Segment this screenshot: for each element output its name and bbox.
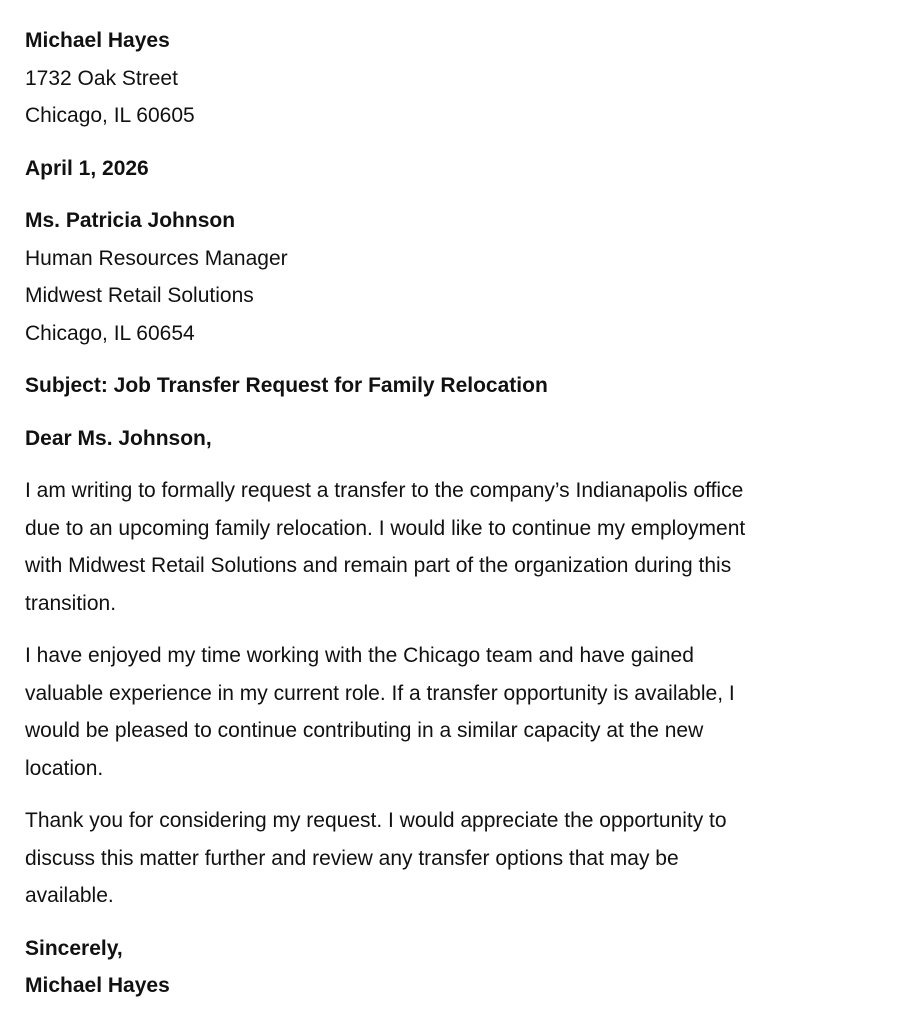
recipient-title: Human Resources Manager [25,246,288,270]
paragraph-line: valuable experience in my current role. If a transfer opportunity is available, I [25,681,735,705]
paragraph-line: due to an upcoming family relocation. I would like to continue my employment [25,516,746,540]
paragraph-line: would be pleased to continue contributing in a similar capacity at the new [25,719,704,742]
recipient-company: Midwest Retail Solutions [25,284,254,307]
letter-date: April 1, 2026 [25,156,149,180]
body-paragraph-1 [25,472,875,622]
body-paragraph-3 [25,802,875,915]
paragraph-line: location. [25,756,104,780]
closing-block [25,930,900,1005]
sender-city: Chicago, IL 60605 [25,104,195,127]
paragraph-line: I have enjoyed my time working with the Chicago team and have gained [25,644,694,667]
recipient-address [25,202,900,352]
paragraph-line: available. [25,884,114,907]
letter-date-block [25,150,900,188]
paragraph-line: I am writing to formally request a transfer to the company’s Indianapolis office [25,479,744,502]
sender-street: 1732 Oak Street [25,66,178,90]
paragraph-line: transition. [25,591,117,615]
sender-name: Michael Hayes [25,29,170,52]
paragraph-line: with Midwest Retail Solutions and remain part of the organization during this [25,554,732,577]
closing: Sincerely, [25,936,123,960]
subject-line: Subject: Job Transfer Request for Family Relocation [25,374,548,397]
signature: Michael Hayes [25,974,170,997]
paragraph-line: Thank you for considering my request. I would appreciate the opportunity to [25,809,727,832]
salutation: Dear Ms. Johnson, [25,426,212,450]
paragraph-line: discuss this matter further and review any transfer options that may be [25,846,679,870]
recipient-name: Ms. Patricia Johnson [25,209,236,232]
sender-address [25,22,900,135]
recipient-city: Chicago, IL 60654 [25,321,195,345]
body-paragraph-2 [25,637,875,787]
